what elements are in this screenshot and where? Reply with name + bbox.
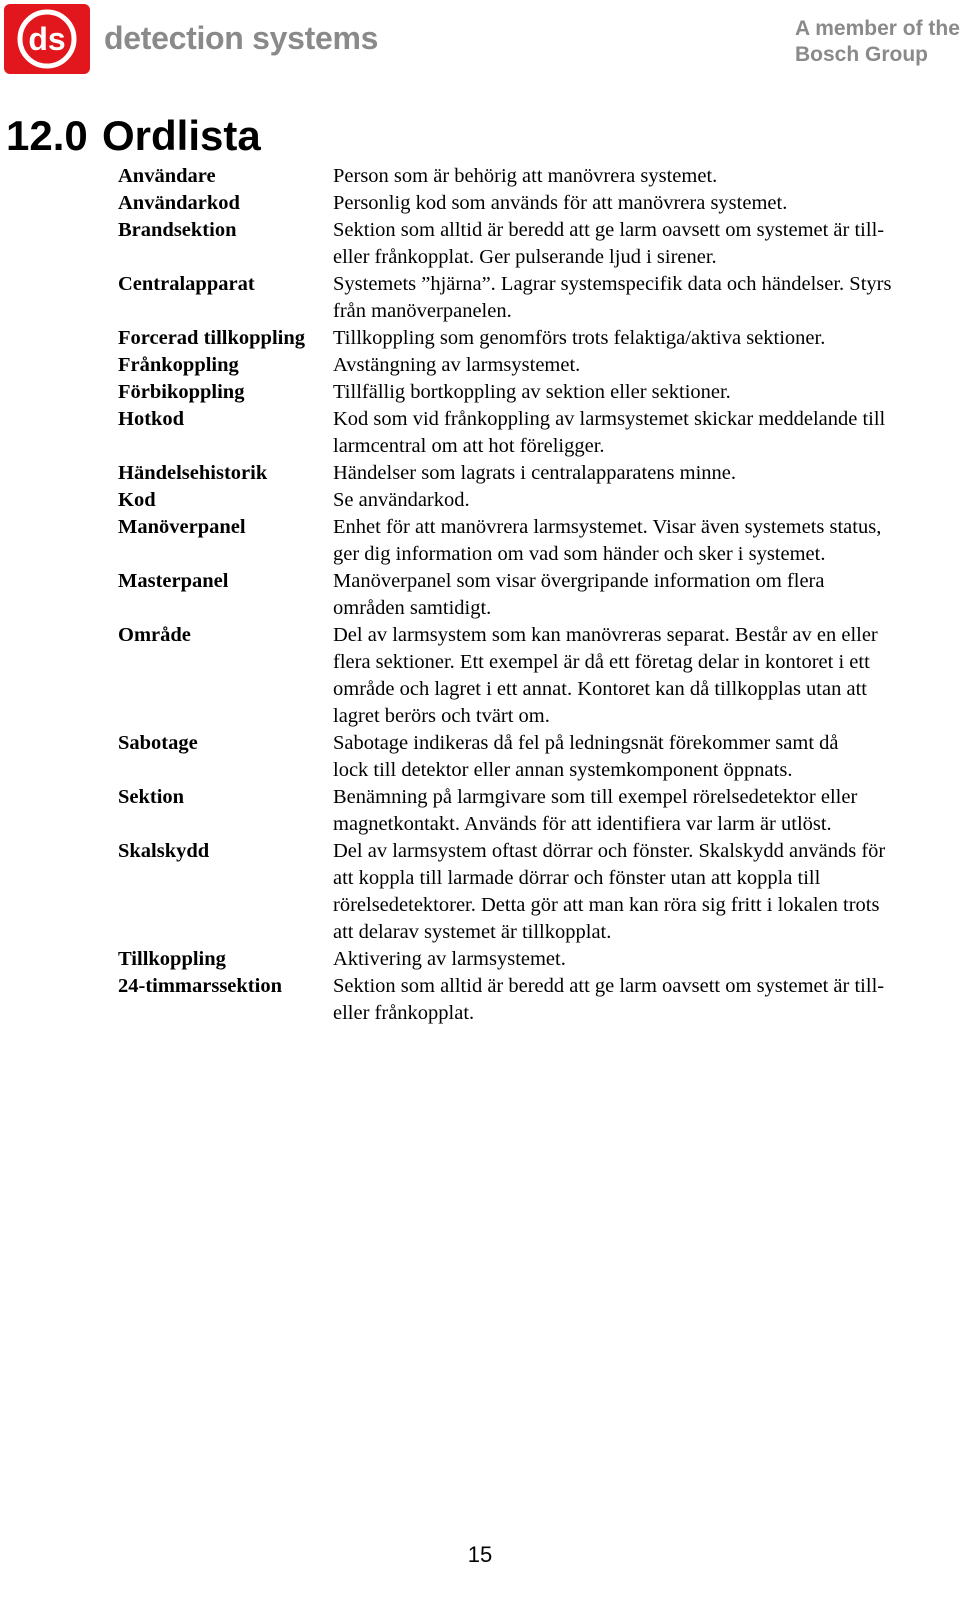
glossary-entry — [118, 946, 948, 973]
glossary-entry — [118, 163, 948, 190]
glossary-definition — [333, 190, 948, 217]
glossary-definition — [333, 217, 948, 271]
glossary-term: Sektion — [118, 786, 185, 808]
definition-line: larmcentral om att hot föreligger. — [333, 435, 605, 457]
glossary-entry — [118, 190, 948, 217]
definition-line: Avstängning av larmsystemet. — [333, 354, 581, 376]
glossary-entry — [118, 487, 948, 514]
glossary-definition — [333, 271, 948, 325]
definition-line: att delarav systemet är tillkopplat. — [333, 921, 612, 943]
glossary-term: Centralapparat — [118, 273, 255, 295]
definition-line: Person som är behörig att manövrera systemet. — [333, 165, 718, 187]
glossary-definition — [333, 568, 948, 622]
section-number: 12.0 — [6, 112, 88, 159]
definition-line: flera sektioner. Ett exempel är då ett företag delar in kontoret i ett — [333, 651, 870, 673]
definition-line: Händelser som lagrats i centralapparatens minne. — [333, 462, 737, 484]
glossary-definition — [333, 406, 948, 460]
definition-line: lagret berörs och tvärt om. — [333, 705, 550, 727]
glossary-entry — [118, 352, 948, 379]
glossary-entry — [118, 217, 948, 271]
glossary-term: Förbikoppling — [118, 381, 245, 403]
glossary-entry — [118, 568, 948, 622]
definition-line: område och lagret i ett annat. Kontoret kan då tillkopplas utan att — [333, 678, 867, 700]
member-line-1: A member of the — [795, 17, 960, 40]
glossary-definition — [333, 352, 948, 379]
definition-line: eller frånkopplat. — [333, 1002, 475, 1024]
glossary-definition — [333, 514, 948, 568]
definition-line: Manöverpanel som visar övergripande information om flera — [333, 570, 825, 592]
definition-line: områden samtidigt. — [333, 597, 492, 619]
definition-line: Tillfällig bortkoppling av sektion eller sektioner. — [333, 381, 731, 403]
definition-line: Aktivering av larmsystemet. — [333, 948, 566, 970]
glossary-term: Händelsehistorik — [118, 462, 268, 484]
definition-line: från manöverpanelen. — [333, 300, 512, 322]
ds-logo — [4, 4, 90, 74]
glossary-definition — [333, 487, 948, 514]
definition-line: Systemets ”hjärna”. Lagrar systemspecifik data och händelser. Styrs — [333, 273, 892, 295]
glossary-term: Användarkod — [118, 192, 240, 214]
definition-line: Personlig kod som används för att manövrera systemet. — [333, 192, 788, 214]
brand-name: detection systems — [104, 20, 379, 56]
logo-text: ds — [28, 21, 66, 57]
definition-line: Sabotage indikeras då fel på ledningsnät förekommer samt då — [333, 732, 839, 754]
definition-line: Sektion som alltid är beredd att ge larm oavsett om systemet är till- — [333, 975, 885, 997]
glossary-term: Frånkoppling — [118, 354, 239, 376]
glossary-definition — [333, 973, 948, 1027]
glossary-definition — [333, 838, 948, 946]
glossary-term: Kod — [118, 489, 156, 511]
glossary-entry — [118, 514, 948, 568]
definition-line: Enhet för att manövrera larmsystemet. Visar även systemets status, — [333, 516, 882, 538]
definition-line: ger dig information om vad som händer och sker i systemet. — [333, 543, 826, 565]
glossary-definition — [333, 325, 948, 352]
group-membership — [795, 16, 960, 68]
glossary-term: Forcerad tillkoppling — [118, 327, 305, 349]
definition-line: Del av larmsystem som kan manövreras separat. Består av en eller — [333, 624, 878, 646]
glossary-term: Skalskydd — [118, 840, 210, 862]
page-title — [6, 112, 261, 160]
glossary-definition — [333, 163, 948, 190]
definition-line: eller frånkopplat. Ger pulserande ljud i sirener. — [333, 246, 717, 268]
glossary-term: 24-timmarssektion — [118, 975, 282, 997]
glossary-entry — [118, 406, 948, 460]
definition-line: att koppla till larmade dörrar och fönster utan att koppla till — [333, 867, 821, 889]
section-title: Ordlista — [102, 112, 261, 159]
glossary-entry — [118, 379, 948, 406]
glossary-list — [118, 163, 948, 1027]
glossary-definition — [333, 946, 948, 973]
definition-line: Sektion som alltid är beredd att ge larm oavsett om systemet är till- — [333, 219, 885, 241]
definition-line: lock till detektor eller annan systemkomponent öppnats. — [333, 759, 793, 781]
definition-line: magnetkontakt. Används för att identifiera var larm är utlöst. — [333, 813, 832, 835]
glossary-term: Manöverpanel — [118, 516, 246, 538]
glossary-term: Masterpanel — [118, 570, 229, 592]
member-line-2: Bosch Group — [795, 43, 929, 66]
glossary-definition — [333, 622, 948, 730]
glossary-definition — [333, 460, 948, 487]
glossary-entry — [118, 838, 948, 946]
glossary-term: Tillkoppling — [118, 948, 226, 970]
glossary-entry — [118, 325, 948, 352]
glossary-term: Användare — [118, 165, 216, 187]
definition-line: Kod som vid frånkoppling av larmsystemet skickar meddelande till — [333, 408, 886, 430]
definition-line: Del av larmsystem oftast dörrar och fönster. Skalskydd används för — [333, 840, 886, 862]
glossary-definition — [333, 784, 948, 838]
glossary-entry — [118, 271, 948, 325]
glossary-entry — [118, 460, 948, 487]
glossary-entry — [118, 730, 948, 784]
glossary-term: Område — [118, 624, 191, 646]
glossary-term: Hotkod — [118, 408, 185, 430]
page-number: 15 — [467, 1542, 493, 1567]
glossary-term: Brandsektion — [118, 219, 237, 241]
definition-line: Se användarkod. — [333, 489, 470, 511]
definition-line: Benämning på larmgivare som till exempel rörelsedetektor eller — [333, 786, 858, 808]
glossary-entry — [118, 622, 948, 730]
glossary-term: Sabotage — [118, 732, 198, 754]
definition-line: rörelsedetektorer. Detta gör att man kan röra sig fritt i lokalen trots — [333, 894, 880, 916]
glossary-definition — [333, 730, 948, 784]
glossary-definition — [333, 379, 948, 406]
ds-logo-mark — [4, 4, 90, 74]
glossary-entry — [118, 973, 948, 1027]
definition-line: Tillkoppling som genomförs trots felaktiga/aktiva sektioner. — [333, 327, 826, 349]
glossary-entry — [118, 784, 948, 838]
